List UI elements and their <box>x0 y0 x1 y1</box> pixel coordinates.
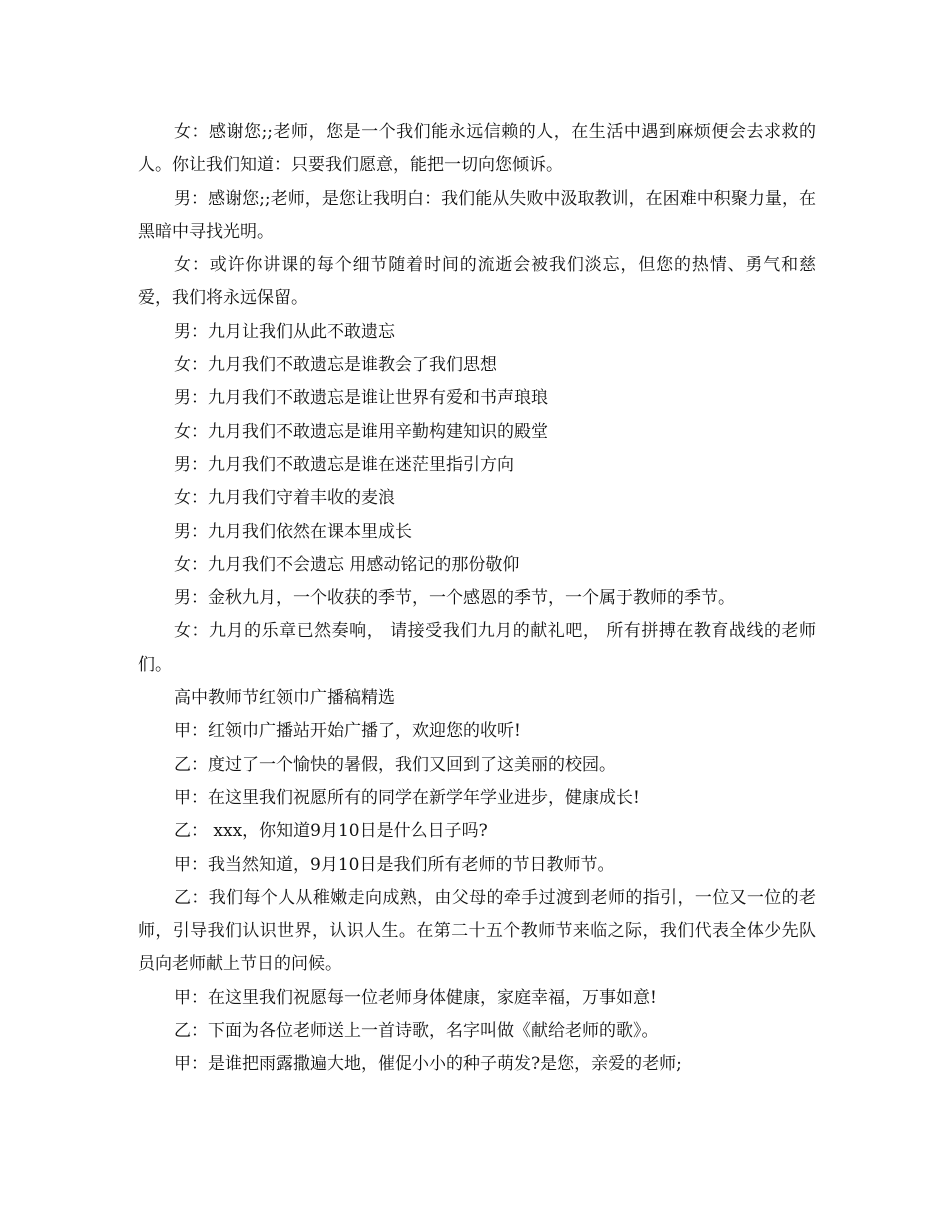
paragraph: 甲：红领巾广播站开始广播了，欢迎您的收听! <box>174 721 521 742</box>
paragraph: 男：九月我们不敢遗忘是谁在迷茫里指引方向 <box>174 454 514 475</box>
paragraph: 女：九月我们不会遗忘 用感动铭记的那份敬仰 <box>174 554 520 575</box>
paragraph: 男：感谢您;;老师，是您让我明白：我们能从失败中汲取教训，在困难中积聚力量，在黑暗中寻找光明。 <box>138 188 816 242</box>
section-heading: 高中教师节红领巾广播稿精选 <box>174 688 395 709</box>
paragraph: 乙：我们每个人从稚嫩走向成熟，由父母的牵手过渡到老师的指引，一位又一位的老师，引导我们认识世界，认识人生。在第二十五个教师节来临之际，我们代表全体少先队员向老师献上节日的问候。 <box>138 887 816 975</box>
paragraph: 乙：度过了一个愉快的暑假，我们又回到了这美丽的校园。 <box>174 754 616 775</box>
paragraph: 女：九月我们守着丰收的麦浪 <box>174 488 395 509</box>
paragraph: 甲：在这里我们祝愿所有的同学在新学年学业进步，健康成长! <box>174 787 640 808</box>
paragraph: 男：九月我们不敢遗忘是谁让世界有爱和书声琅琅 <box>174 388 548 409</box>
paragraph: 男：九月我们依然在课本里成长 <box>174 521 412 542</box>
paragraph: 女：或许你讲课的每个细节随着时间的流逝会被我们淡忘，但您的热情、勇气和慈爱，我们将永远保留。 <box>138 255 816 309</box>
paragraph: 甲：是谁把雨露撒遍大地，催促小小的种子萌发?是您，亲爱的老师; <box>174 1054 682 1075</box>
paragraph: 甲：在这里我们祝愿每一位老师身体健康，家庭幸福，万事如意! <box>174 987 657 1008</box>
paragraph: 女：九月的乐章已然奏响， 请接受我们九月的献礼吧， 所有拼搏在教育战线的老师们。 <box>138 621 816 675</box>
document-body <box>138 116 816 1082</box>
paragraph: 女：九月我们不敢遗忘是谁教会了我们思想 <box>174 355 497 376</box>
paragraph: 男：金秋九月，一个收获的季节，一个感恩的季节，一个属于教师的季节。 <box>174 588 735 609</box>
paragraph: 女：感谢您;;老师，您是一个我们能永远信赖的人，在生活中遇到麻烦便会去求救的人。你让我们知道：只要我们愿意，能把一切向您倾诉。 <box>138 122 816 176</box>
paragraph: 乙：下面为各位老师送上一首诗歌，名字叫做《献给老师的歌》。 <box>174 1021 659 1042</box>
paragraph: 甲：我当然知道，9月10日是我们所有老师的节日教师节。 <box>174 854 615 875</box>
paragraph: 男：九月让我们从此不敢遗忘 <box>174 321 395 342</box>
paragraph: 乙： xxx，你知道9月10日是什么日子吗? <box>174 821 488 842</box>
paragraph: 女：九月我们不敢遗忘是谁用辛勤构建知识的殿堂 <box>174 421 548 442</box>
